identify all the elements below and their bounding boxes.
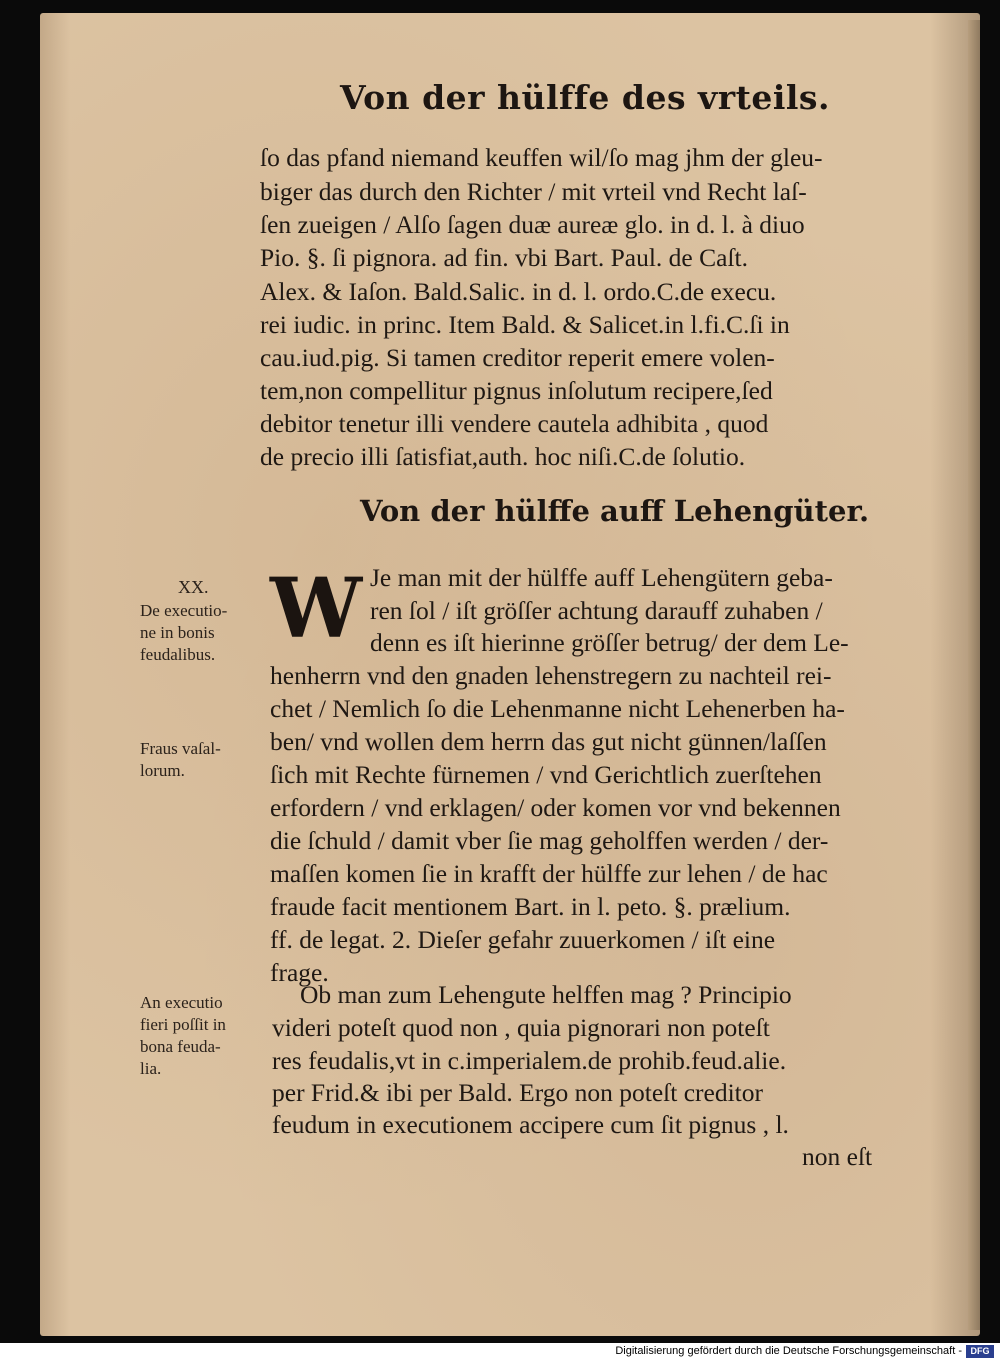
footer-credit: Digitalisierung gefördert durch die Deutsche Forschungsgemeinschaft - [615,1345,962,1357]
text-line: erfordern / vnd erklagen/ oder komen vor vnd bekennen [270,793,841,822]
text-line: ſo das pfand niemand keuffen wil/ſo mag jhm der gleu- [260,143,823,172]
text-line: cau.iud.pig. Si tamen creditor reperit emere volen- [260,343,775,372]
dfg-logo: DFG [966,1345,994,1358]
text-line: feudum in executionem accipere cum ſit pignus , l. [272,1110,789,1139]
text-line: denn es iſt hierinne gröſſer betrug/ der dem Le- [370,628,849,657]
page-edge [968,20,980,1330]
text-line: ren ſol / iſt gröſſer achtung darauff zuhaben / [370,596,823,625]
text-line: ſen zueigen / Alſo ſagen duæ aureæ glo. in d. l. à diuo [260,210,805,239]
margin-note: lia. [140,1059,162,1078]
section-title: Von der hülffe auff Lehengüter. [360,494,870,528]
text-line: debitor tenetur illi vendere cautela adhibita , quod [260,409,769,438]
footer-bar [0,1343,1000,1361]
margin-note: Fraus vaſal- [140,739,221,758]
text-line: Pio. §. ſi pignora. ad fin. vbi Bart. Paul. de Caſt. [260,243,748,272]
text-line: Je man mit der hülffe auff Lehengütern geba- [370,563,833,592]
text-line: tem,non compellitur pignus inſolutum recipere,ſed [260,376,773,405]
margin-note: lorum. [140,761,185,780]
margin-note: ne in bonis [140,623,215,642]
margin-note: De executio- [140,601,228,620]
text-line: de precio illi ſatisfiat,auth. hoc niſi.C.de ſolutio. [260,442,746,471]
text-line: res feudalis,vt in c.imperialem.de prohib.feud.alie. [272,1046,787,1075]
text-line: fraude facit mentionem Bart. in l. peto. §. prælium. [270,892,791,921]
running-head: Von der hülffe des vrteils. [340,78,830,117]
text-line: chet / Nemlich ſo die Lehenmanne nicht Lehenerben ha- [270,694,845,723]
margin-note: bona feuda- [140,1037,221,1056]
text-line: per Frid.& ibi per Bald. Ergo non poteſt creditor [272,1078,764,1107]
text-line: maſſen komen ſie in krafft der hülffe zur lehen / de hac [270,859,828,888]
margin-note: fieri poſſit in [140,1015,226,1034]
margin-note: An executio [140,993,223,1012]
text-line: Ob man zum Lehengute helffen mag ? Principio [300,980,792,1009]
text-line: frage. [270,958,329,987]
margin-note-number: XX. [178,577,209,597]
text-line: ſich mit Rechte fürnemen / vnd Gerichtlich zuerſtehen [270,760,822,789]
text-line: Alex. & Iaſon. Bald.Salic. in d. l. ordo.C.de execu. [260,277,777,306]
text-line: die ſchuld / damit vber ſie mag geholffen werden / der- [270,826,829,855]
text-line: videri poteſt quod non , quia pignorari non poteſt [272,1013,770,1042]
text-line: rei iudic. in princ. Item Bald. & Salicet.in l.fi.C.ſi in [260,310,790,339]
text-line: henherrn vnd den gnaden lehenstregern zu nachteil rei- [270,661,832,690]
decorated-initial: W [270,561,363,657]
text-line: biger das durch den Richter / mit vrteil vnd Recht laſ- [260,177,807,206]
text-line: ben/ vnd wollen dem herrn das gut nicht günnen/laſſen [270,727,827,756]
text-line: ff. de legat. 2. Dieſer gefahr zuuerkomen / iſt eine [270,925,776,954]
catchword: non eſt [802,1142,873,1171]
margin-note: feudalibus. [140,645,216,664]
